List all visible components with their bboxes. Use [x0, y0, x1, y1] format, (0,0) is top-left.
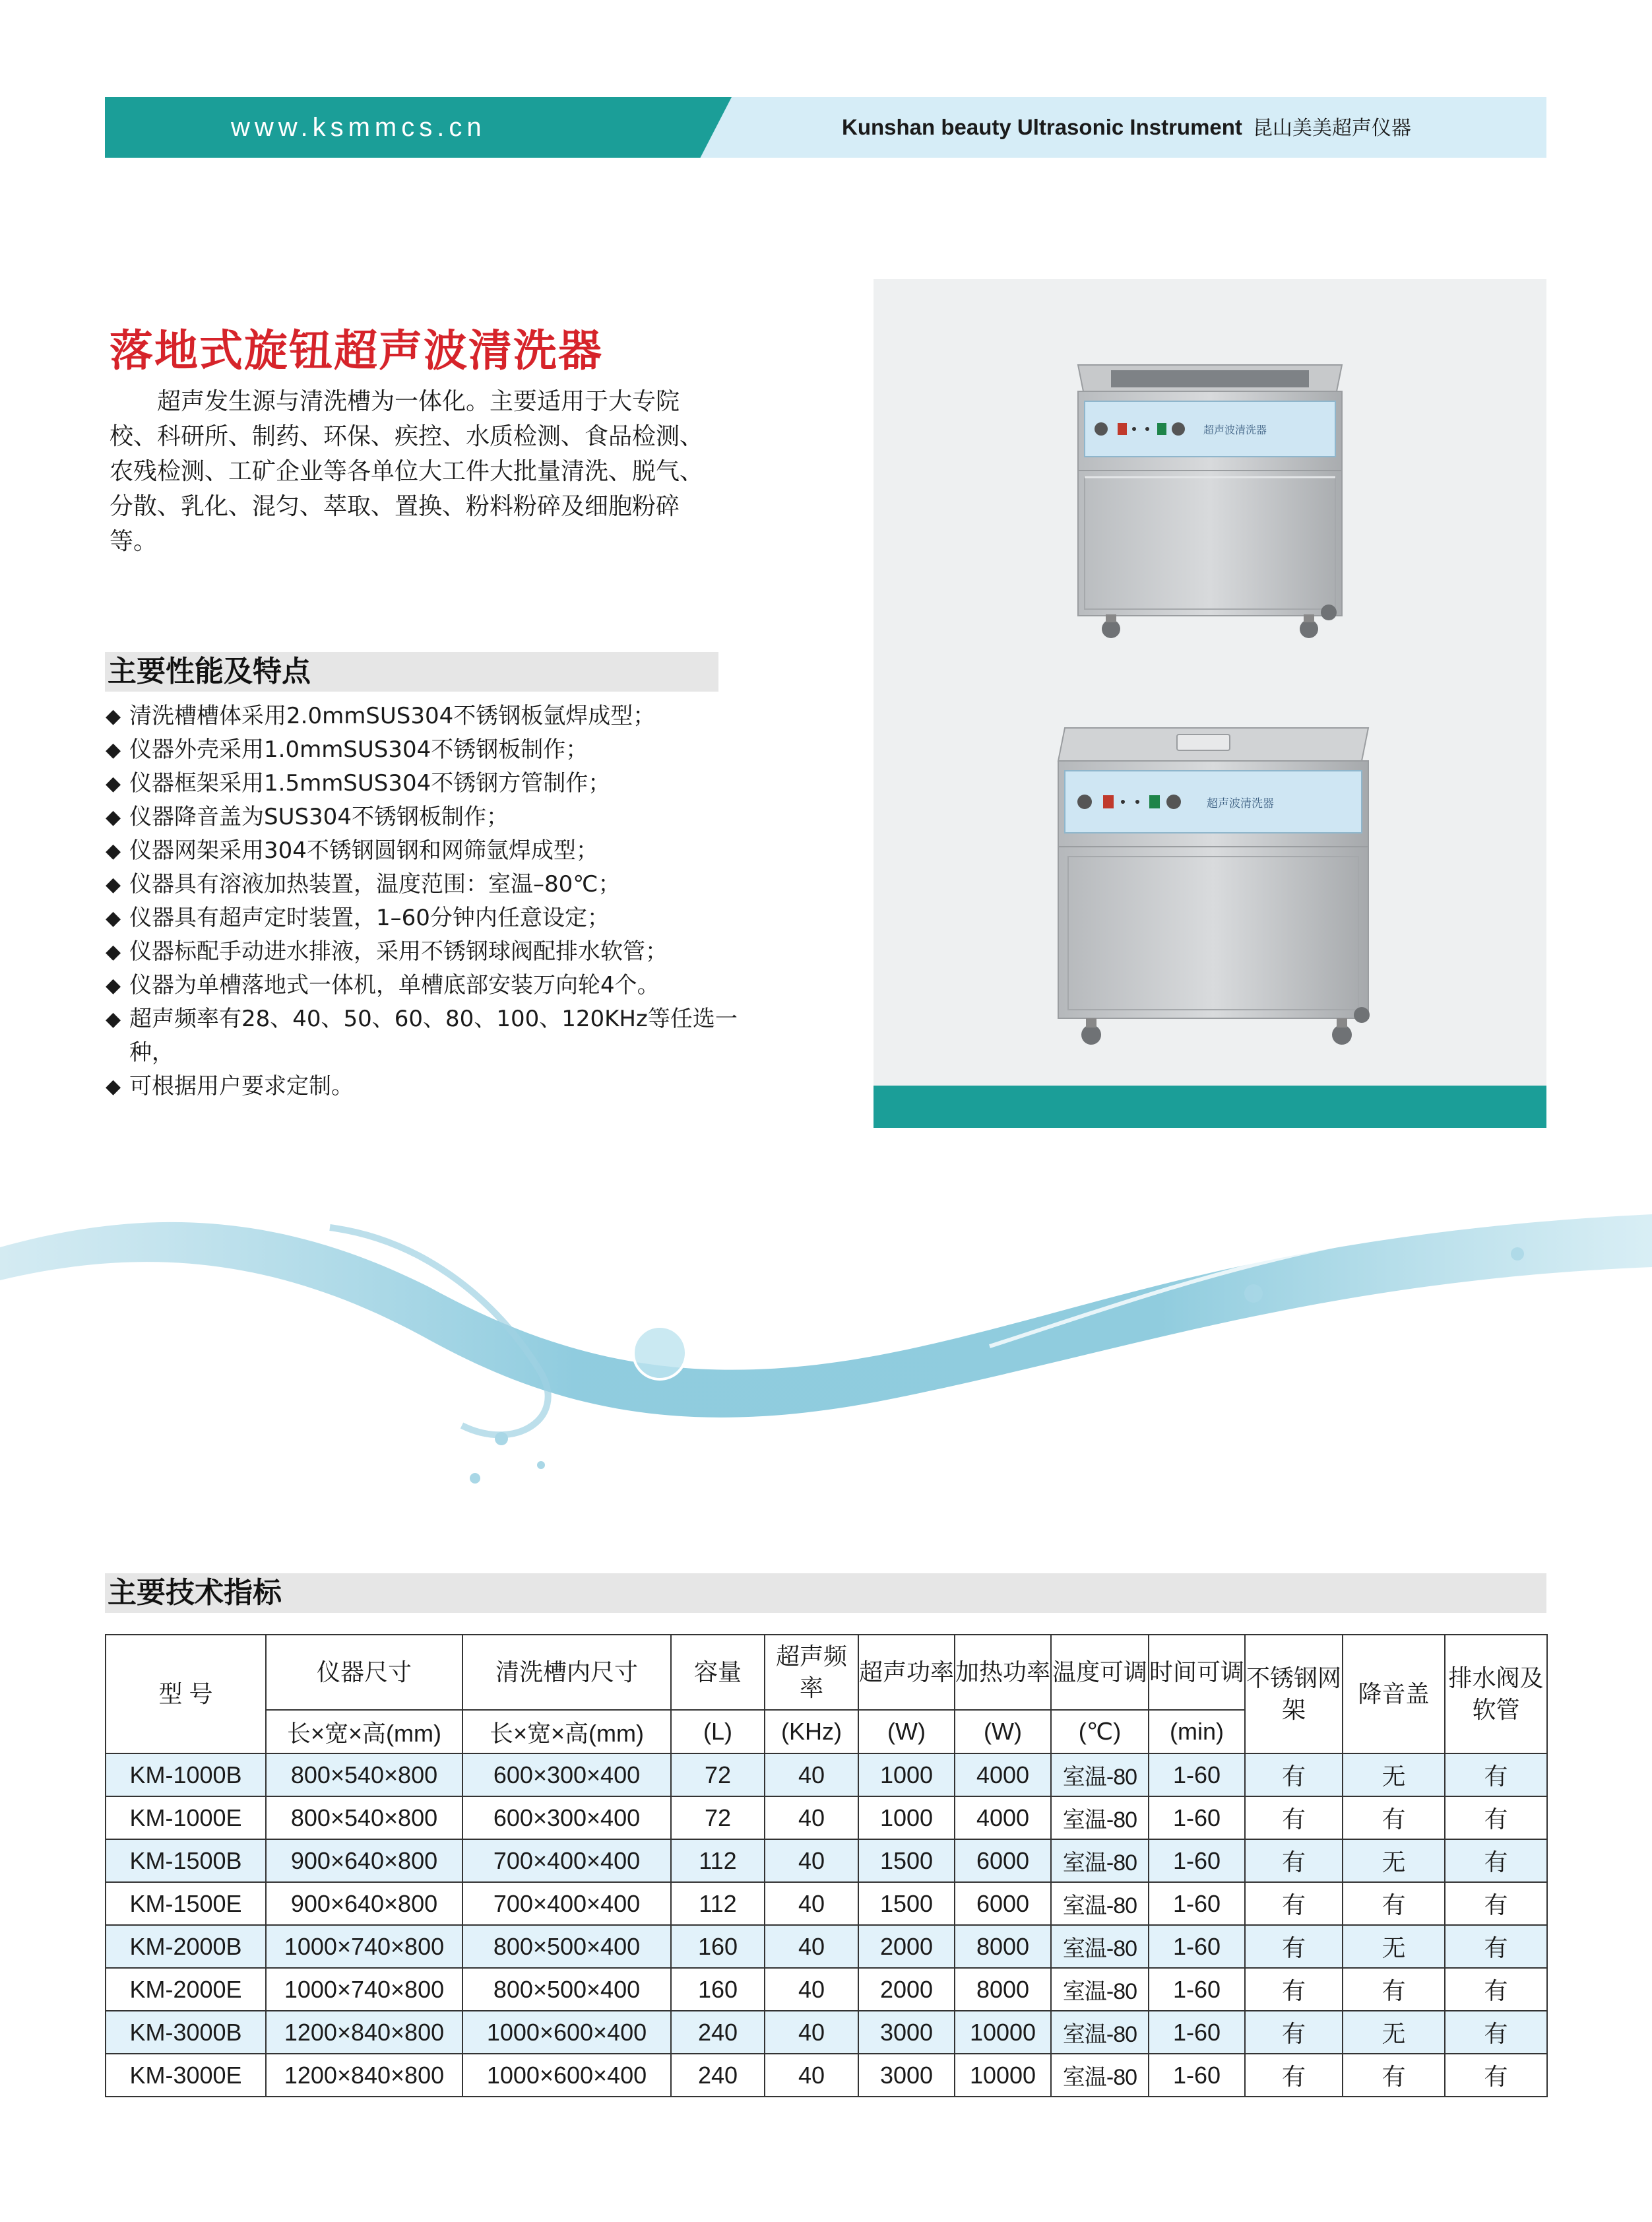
header-temperature: 温度可调 — [1051, 1635, 1149, 1710]
unit-capacity: (L) — [671, 1710, 765, 1753]
company-name — [842, 106, 1411, 149]
unit-time: (min) — [1149, 1710, 1245, 1753]
feature-item: ◆ 仪器网架采用304不锈钢圆钢和网筛氩焊成型； — [106, 834, 739, 868]
table-cell: 2000 — [858, 1968, 955, 2011]
header-noise-lid: 降音盖 — [1343, 1635, 1445, 1753]
model-cell: KM-3000B — [106, 2011, 266, 2054]
feature-item: ◆ 仪器降音盖为SUS304不锈钢板制作； — [106, 801, 739, 834]
diamond-bullet-icon: ◆ — [106, 839, 121, 863]
table-cell: 1000 — [858, 1753, 955, 1796]
table-cell: 3000 — [858, 2011, 955, 2054]
table-cell: 室温-80 — [1051, 1968, 1149, 2011]
table-cell: 6000 — [955, 1839, 1051, 1882]
table-cell: 有 — [1445, 1839, 1547, 1882]
header-instrument-size: 仪器尺寸 — [266, 1635, 462, 1710]
table-cell: 室温-80 — [1051, 1796, 1149, 1839]
table-cell: 240 — [671, 2054, 765, 2097]
unit-instrument-size: 长×宽×高(mm) — [266, 1710, 462, 1753]
table-cell: 室温-80 — [1051, 1839, 1149, 1882]
table-cell: 160 — [671, 1968, 765, 2011]
table-cell: 40 — [765, 1753, 858, 1796]
diamond-bullet-icon: ◆ — [106, 974, 121, 997]
unit-heating-power: (W) — [955, 1710, 1051, 1753]
cleaner-photo-open-top — [1065, 352, 1355, 649]
specs-heading-bar — [105, 1573, 1546, 1613]
unit-ultrasonic-power: (W) — [858, 1710, 955, 1753]
diamond-bullet-icon: ◆ — [106, 873, 121, 896]
header-ultrasonic-power: 超声功率 — [858, 1635, 955, 1710]
diamond-bullet-icon: ◆ — [106, 1075, 121, 1098]
diamond-bullet-icon: ◆ — [106, 1008, 121, 1031]
table-cell: 有 — [1343, 1968, 1445, 2011]
table-cell: 有 — [1445, 1925, 1547, 1968]
table-cell: 有 — [1445, 1753, 1547, 1796]
table-cell: 无 — [1343, 1925, 1445, 1968]
company-name-en: Kunshan beauty Ultrasonic Instrument — [842, 115, 1242, 139]
specs-heading: 主要技术指标 — [108, 1576, 282, 1610]
table-cell: 40 — [765, 1796, 858, 1839]
model-cell: KM-1000E — [106, 1796, 266, 1839]
unit-temperature: (℃) — [1051, 1710, 1149, 1753]
header-drain-valve: 排水阀及软管 — [1445, 1635, 1547, 1753]
table-cell: 700×400×400 — [462, 1839, 671, 1882]
table-cell: 无 — [1343, 1753, 1445, 1796]
table-cell: 4000 — [955, 1796, 1051, 1839]
table-cell: 160 — [671, 1925, 765, 1968]
spec-header-row — [106, 1635, 1547, 1710]
header-model: 型 号 — [106, 1635, 266, 1753]
table-cell: 有 — [1445, 2011, 1547, 2054]
model-cell: KM-1500E — [106, 1882, 266, 1925]
diamond-bullet-icon: ◆ — [106, 705, 121, 728]
table-cell: 有 — [1245, 1796, 1343, 1839]
table-cell: 1000×740×800 — [266, 1925, 462, 1968]
table-cell: 900×640×800 — [266, 1839, 462, 1882]
table-row — [106, 2054, 1547, 2097]
table-cell: 40 — [765, 1839, 858, 1882]
table-row — [106, 1753, 1547, 1796]
diamond-bullet-icon: ◆ — [106, 907, 121, 930]
model-cell: KM-2000E — [106, 1968, 266, 2011]
diamond-bullet-icon: ◆ — [106, 940, 121, 964]
table-row — [106, 1925, 1547, 1968]
spec-table-body — [106, 1753, 1547, 2097]
table-cell: 1-60 — [1149, 1925, 1245, 1968]
company-name-cn: 昆山美美超声仪器 — [1252, 117, 1411, 139]
lid-handle — [1177, 735, 1230, 750]
unit-tank-size: 长×宽×高(mm) — [462, 1710, 671, 1753]
table-cell: 1-60 — [1149, 1796, 1245, 1839]
header-time: 时间可调 — [1149, 1635, 1245, 1710]
features-heading-bar — [105, 652, 718, 692]
feature-item: ◆ 清洗槽槽体采用2.0mmSUS304不锈钢板氩焊成型； — [106, 700, 739, 733]
table-cell: 8000 — [955, 1925, 1051, 1968]
header-mesh-rack: 不锈钢网架 — [1245, 1635, 1343, 1753]
header-capacity: 容量 — [671, 1635, 765, 1710]
table-cell: 800×500×400 — [462, 1968, 671, 2011]
table-cell: 1500 — [858, 1839, 955, 1882]
table-row — [106, 1839, 1547, 1882]
table-cell: 900×640×800 — [266, 1882, 462, 1925]
model-cell: KM-3000E — [106, 2054, 266, 2097]
table-cell: 240 — [671, 2011, 765, 2054]
unit-frequency: (KHz) — [765, 1710, 858, 1753]
table-cell: 72 — [671, 1796, 765, 1839]
table-cell: 40 — [765, 1968, 858, 2011]
model-cell: KM-2000B — [106, 1925, 266, 1968]
table-cell: 600×300×400 — [462, 1796, 671, 1839]
table-cell: 1000×740×800 — [266, 1968, 462, 2011]
feature-item: ◆ 仪器具有超声定时装置，1–60分钟内任意设定； — [106, 901, 739, 935]
feature-item: ◆ 仪器为单槽落地式一体机，单槽底部安装万向轮4个。 — [106, 969, 739, 1002]
table-cell: 有 — [1245, 1839, 1343, 1882]
table-cell: 72 — [671, 1753, 765, 1796]
table-row — [106, 1796, 1547, 1839]
feature-item: ◆ 超声频率有28、40、50、60、80、100、120KHz等任选一种， — [106, 1002, 739, 1070]
table-cell: 4000 — [955, 1753, 1051, 1796]
control-panel-label: 超声波清洗器 — [1203, 424, 1267, 436]
website-url[interactable]: www.ksmmcs.cn — [231, 113, 486, 142]
photo-panel-footer — [874, 1086, 1546, 1128]
table-cell: 112 — [671, 1882, 765, 1925]
table-cell: 1-60 — [1149, 1753, 1245, 1796]
table-cell: 1000×600×400 — [462, 2011, 671, 2054]
feature-item: ◆ 仪器外壳采用1.0mmSUS304不锈钢板制作； — [106, 733, 739, 767]
table-cell: 有 — [1245, 1968, 1343, 2011]
table-cell: 有 — [1445, 2054, 1547, 2097]
table-cell: 40 — [765, 1882, 858, 1925]
table-cell: 8000 — [955, 1968, 1051, 2011]
features-list — [106, 700, 739, 1103]
table-cell: 有 — [1343, 1796, 1445, 1839]
table-cell: 有 — [1245, 1753, 1343, 1796]
feature-item: ◆ 仪器标配手动进水排液，采用不锈钢球阀配排水软管； — [106, 935, 739, 969]
table-cell: 有 — [1245, 1882, 1343, 1925]
table-cell: 1-60 — [1149, 2011, 1245, 2054]
table-cell: 40 — [765, 2011, 858, 2054]
table-cell: 有 — [1245, 2011, 1343, 2054]
intro-text: 超声发生源与清洗槽为一体化。主要适用于大专院校、科研所、制药、环保、疾控、水质检测、食品检测、农残检测、工矿企业等各单位大工件大批量清洗、脱气、分散、乳化、混匀、萃取、置换、粉料粉碎及细胞粉碎等。 — [110, 388, 704, 555]
feature-item: ◆ 可根据用户要求定制。 — [106, 1070, 739, 1103]
table-cell: 无 — [1343, 2011, 1445, 2054]
header-heating-power: 加热功率 — [955, 1635, 1051, 1710]
table-cell: 无 — [1343, 1839, 1445, 1882]
product-intro — [110, 384, 726, 559]
table-cell: 2000 — [858, 1925, 955, 1968]
diamond-bullet-icon: ◆ — [106, 738, 121, 762]
product-photo-panel — [874, 279, 1546, 1128]
table-cell: 室温-80 — [1051, 1753, 1149, 1796]
table-cell: 40 — [765, 1925, 858, 1968]
table-cell: 有 — [1445, 1882, 1547, 1925]
table-cell: 室温-80 — [1051, 1925, 1149, 1968]
table-row — [106, 1882, 1547, 1925]
table-cell: 112 — [671, 1839, 765, 1882]
cleaner-photo-with-lid — [1038, 715, 1382, 1058]
diamond-bullet-icon: ◆ — [106, 806, 121, 829]
table-cell: 10000 — [955, 2011, 1051, 2054]
table-cell: 1-60 — [1149, 1839, 1245, 1882]
table-cell: 600×300×400 — [462, 1753, 671, 1796]
feature-item: ◆ 仪器框架采用1.5mmSUS304不锈钢方管制作； — [106, 767, 739, 801]
model-cell: KM-1000B — [106, 1753, 266, 1796]
model-cell: KM-1500B — [106, 1839, 266, 1882]
header-tank-inner-size: 清洗槽内尺寸 — [462, 1635, 671, 1710]
feature-item: ◆ 仪器具有溶液加热装置，温度范围：室温–80℃； — [106, 868, 739, 901]
control-panel-label: 超声波清洗器 — [1207, 797, 1274, 810]
table-cell: 室温-80 — [1051, 2011, 1149, 2054]
diamond-bullet-icon: ◆ — [106, 772, 121, 795]
table-cell: 700×400×400 — [462, 1882, 671, 1925]
table-row — [106, 2011, 1547, 2054]
product-title: 落地式旋钮超声波清洗器 — [110, 325, 603, 376]
table-cell: 有 — [1245, 1925, 1343, 1968]
table-cell: 1000×600×400 — [462, 2054, 671, 2097]
table-cell: 1000 — [858, 1796, 955, 1839]
table-cell: 3000 — [858, 2054, 955, 2097]
table-cell: 10000 — [955, 2054, 1051, 2097]
table-cell: 1-60 — [1149, 1882, 1245, 1925]
table-cell: 800×540×800 — [266, 1753, 462, 1796]
table-cell: 1-60 — [1149, 1968, 1245, 2011]
table-row — [106, 1968, 1547, 2011]
table-cell: 800×500×400 — [462, 1925, 671, 1968]
table-cell: 1200×840×800 — [266, 2054, 462, 2097]
table-cell: 有 — [1343, 1882, 1445, 1925]
header-ultrasonic-frequency: 超声频率 — [765, 1635, 858, 1710]
table-cell: 1500 — [858, 1882, 955, 1925]
table-cell: 有 — [1445, 1968, 1547, 2011]
spec-table — [105, 1634, 1548, 2097]
table-cell: 有 — [1445, 1796, 1547, 1839]
features-heading: 主要性能及特点 — [108, 655, 311, 688]
table-cell: 40 — [765, 2054, 858, 2097]
table-cell: 1-60 — [1149, 2054, 1245, 2097]
table-cell: 有 — [1343, 2054, 1445, 2097]
table-cell: 有 — [1245, 2054, 1343, 2097]
water-wave-decoration — [0, 1175, 1652, 1544]
table-cell: 6000 — [955, 1882, 1051, 1925]
table-cell: 1200×840×800 — [266, 2011, 462, 2054]
table-cell: 800×540×800 — [266, 1796, 462, 1839]
table-cell: 室温-80 — [1051, 1882, 1149, 1925]
table-cell: 室温-80 — [1051, 2054, 1149, 2097]
